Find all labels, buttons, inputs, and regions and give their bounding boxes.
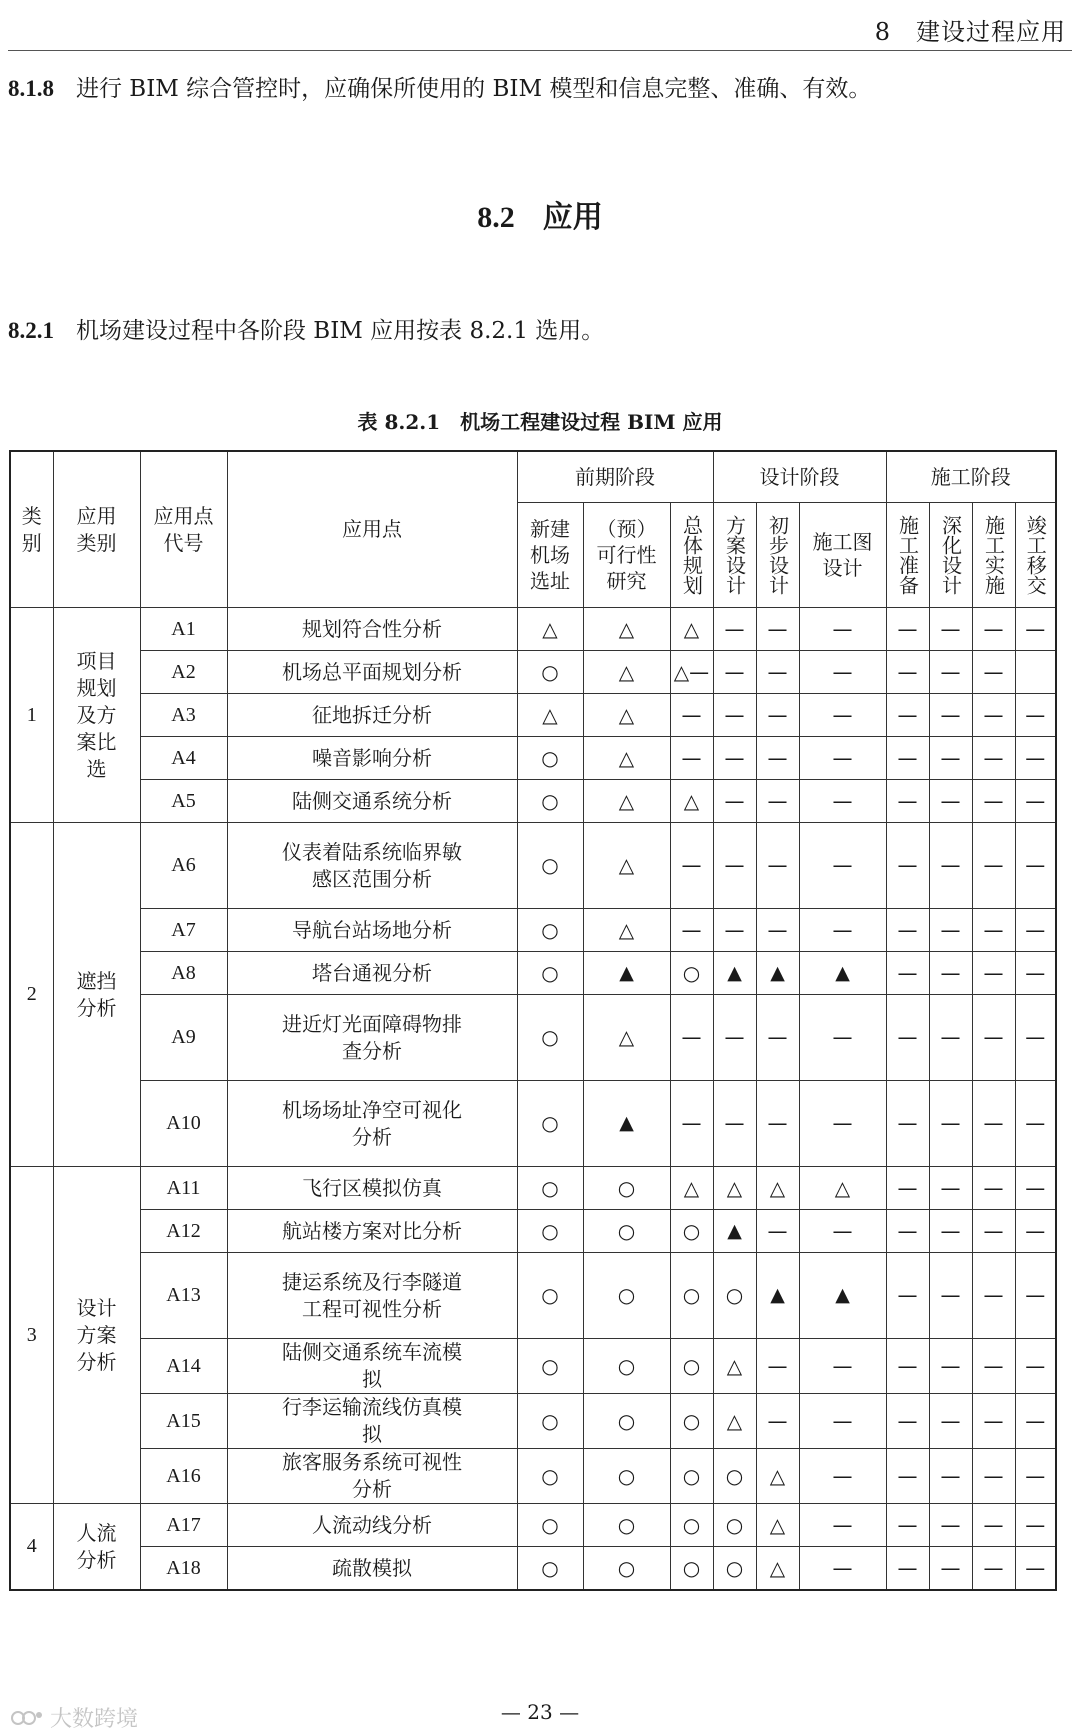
stage-mark: — <box>929 1081 972 1167</box>
clause-8-1-8 <box>8 70 871 103</box>
stage-mark: △ <box>583 780 670 823</box>
stage-mark: — <box>972 995 1015 1081</box>
bim-application-table <box>9 450 1057 1591</box>
stage-mark: — <box>886 1547 929 1591</box>
stage-mark: — <box>1015 1253 1056 1339</box>
stage-mark: — <box>799 1394 886 1449</box>
stage-mark: — <box>1015 1210 1056 1253</box>
application-point: 导航台站场地分析 <box>227 909 517 952</box>
stage-mark: — <box>886 651 929 694</box>
table-caption: 表 8.2.1 机场工程建设过程 BIM 应用 <box>357 410 723 434</box>
application-point: 仪表着陆系统临界敏感区范围分析 <box>227 823 517 909</box>
stage-mark: — <box>929 608 972 651</box>
application-code: A2 <box>140 651 227 694</box>
stage-mark: — <box>756 608 799 651</box>
clause-text: 机场建设过程中各阶段 BIM 应用按表 8.2.1 选用。 <box>76 318 605 344</box>
stage-mark: — <box>799 651 886 694</box>
stage-mark: — <box>1015 737 1056 780</box>
stage-mark: — <box>756 823 799 909</box>
stage-mark: — <box>929 780 972 823</box>
application-code: A17 <box>140 1504 227 1547</box>
application-point: 航站楼方案对比分析 <box>227 1210 517 1253</box>
category-number: 1 <box>10 608 53 823</box>
application-code: A18 <box>140 1547 227 1591</box>
stage-mark: ○ <box>517 909 583 952</box>
stage-mark: ▲ <box>713 1210 756 1253</box>
stage-mark: — <box>886 1449 929 1504</box>
running-header: 8 建设过程应用 <box>874 18 1066 46</box>
application-point: 征地拆迁分析 <box>227 694 517 737</box>
stage-mark: — <box>972 1081 1015 1167</box>
table-row <box>10 737 1056 780</box>
stage-mark: ○ <box>517 823 583 909</box>
stage-mark: ○ <box>583 1339 670 1394</box>
application-point: 陆侧交通系统分析 <box>227 780 517 823</box>
stage-mark: — <box>886 909 929 952</box>
stage-mark: — <box>713 1081 756 1167</box>
stage-mark: — <box>799 1504 886 1547</box>
header-feasibility: （预）可行性研究 <box>583 503 670 608</box>
stage-mark: — <box>886 1253 929 1339</box>
application-type: 项目规划及方案比选 <box>53 608 140 823</box>
stage-mark: — <box>1015 1339 1056 1394</box>
stage-mark: ▲ <box>583 952 670 995</box>
stage-mark: ○ <box>583 1253 670 1339</box>
stage-mark: — <box>799 780 886 823</box>
application-code: A13 <box>140 1253 227 1339</box>
stage-mark: — <box>886 1504 929 1547</box>
stage-mark: ○ <box>670 952 713 995</box>
stage-mark: — <box>886 995 929 1081</box>
stage-mark: — <box>1015 1449 1056 1504</box>
header-handover: 竣工移交 <box>1015 503 1056 608</box>
stage-mark: △ <box>799 1167 886 1210</box>
stage-mark: ○ <box>670 1253 713 1339</box>
header-app-type: 应用类别 <box>53 451 140 608</box>
table-row <box>10 1547 1056 1591</box>
stage-mark: — <box>972 780 1015 823</box>
stage-mark: — <box>929 823 972 909</box>
stage-mark: — <box>756 1339 799 1394</box>
table-row <box>10 694 1056 737</box>
application-code: A1 <box>140 608 227 651</box>
stage-mark: ▲ <box>713 952 756 995</box>
stage-mark: ▲ <box>799 952 886 995</box>
stage-mark: △ <box>756 1504 799 1547</box>
stage-mark: ○ <box>713 1449 756 1504</box>
stage-mark: — <box>886 1210 929 1253</box>
stage-mark: — <box>756 737 799 780</box>
stage-mark: — <box>972 1504 1015 1547</box>
stage-mark: — <box>929 1210 972 1253</box>
application-code: A8 <box>140 952 227 995</box>
stage-mark: ○ <box>517 651 583 694</box>
table-row <box>10 1081 1056 1167</box>
stage-mark: △ <box>670 780 713 823</box>
clause-number: 8.1.8 <box>8 76 54 101</box>
stage-mark: — <box>886 780 929 823</box>
application-code: A12 <box>140 1210 227 1253</box>
stage-mark: △ <box>713 1167 756 1210</box>
stage-mark: — <box>972 1394 1015 1449</box>
stage-mark: — <box>929 1449 972 1504</box>
section-title <box>0 192 1080 236</box>
stage-mark: — <box>799 909 886 952</box>
table-row <box>10 651 1056 694</box>
stage-mark: ○ <box>517 952 583 995</box>
stage-mark: — <box>929 1339 972 1394</box>
application-code: A6 <box>140 823 227 909</box>
section-number: 8.2 <box>477 201 515 234</box>
stage-mark: — <box>972 1210 1015 1253</box>
application-code: A3 <box>140 694 227 737</box>
stage-mark: ○ <box>670 1394 713 1449</box>
stage-mark: △— <box>670 651 713 694</box>
application-point: 飞行区模拟仿真 <box>227 1167 517 1210</box>
application-code: A10 <box>140 1081 227 1167</box>
header-master-plan: 总体规划 <box>670 503 713 608</box>
stage-mark: — <box>713 823 756 909</box>
stage-mark: — <box>799 1081 886 1167</box>
table-row <box>10 952 1056 995</box>
application-point: 塔台通视分析 <box>227 952 517 995</box>
stage-mark: ○ <box>670 1449 713 1504</box>
stage-mark: — <box>713 909 756 952</box>
application-code: A7 <box>140 909 227 952</box>
stage-mark: ○ <box>583 1394 670 1449</box>
stage-mark: — <box>929 909 972 952</box>
stage-mark: — <box>670 823 713 909</box>
stage-mark: — <box>1015 952 1056 995</box>
application-point: 旅客服务系统可视性分析 <box>227 1449 517 1504</box>
stage-mark: — <box>799 995 886 1081</box>
header-stage-design: 设计阶段 <box>713 451 886 503</box>
stage-mark: ○ <box>670 1339 713 1394</box>
stage-mark: — <box>886 608 929 651</box>
stage-mark: ○ <box>517 1449 583 1504</box>
stage-mark: — <box>756 1210 799 1253</box>
stage-mark: — <box>972 651 1015 694</box>
stage-mark: ○ <box>713 1253 756 1339</box>
application-point: 机场总平面规划分析 <box>227 651 517 694</box>
stage-mark: △ <box>583 651 670 694</box>
stage-mark: — <box>886 1081 929 1167</box>
application-code: A5 <box>140 780 227 823</box>
stage-mark: — <box>1015 1547 1056 1591</box>
application-type: 设计方案分析 <box>53 1167 140 1504</box>
stage-mark: — <box>670 737 713 780</box>
application-point: 噪音影响分析 <box>227 737 517 780</box>
application-point: 陆侧交通系统车流模拟 <box>227 1339 517 1394</box>
stage-mark: △ <box>517 694 583 737</box>
stage-mark: ○ <box>583 1504 670 1547</box>
stage-mark: ○ <box>583 1210 670 1253</box>
table-row <box>10 1504 1056 1547</box>
stage-mark: ○ <box>517 780 583 823</box>
table-row <box>10 1253 1056 1339</box>
stage-mark: △ <box>583 909 670 952</box>
stage-mark: ○ <box>517 1339 583 1394</box>
stage-mark: — <box>713 737 756 780</box>
table-row <box>10 1394 1056 1449</box>
clause-number: 8.2.1 <box>8 318 54 343</box>
stage-mark: △ <box>756 1547 799 1591</box>
stage-mark: — <box>756 651 799 694</box>
table-row <box>10 1210 1056 1253</box>
stage-mark: △ <box>670 1167 713 1210</box>
header-construction-prep: 施工准备 <box>886 503 929 608</box>
stage-mark: — <box>929 1394 972 1449</box>
stage-mark: — <box>756 1394 799 1449</box>
category-number: 3 <box>10 1167 53 1504</box>
stage-mark: ○ <box>713 1504 756 1547</box>
table-row <box>10 780 1056 823</box>
application-point: 进近灯光面障碍物排查分析 <box>227 995 517 1081</box>
table-row <box>10 608 1056 651</box>
stage-mark: — <box>713 995 756 1081</box>
stage-mark: — <box>670 1081 713 1167</box>
stage-mark: — <box>756 780 799 823</box>
stage-mark: — <box>929 952 972 995</box>
stage-mark: — <box>799 823 886 909</box>
table-row <box>10 1449 1056 1504</box>
stage-mark: — <box>929 737 972 780</box>
application-type: 人流分析 <box>53 1504 140 1591</box>
stage-mark: — <box>886 1167 929 1210</box>
application-point: 行李运输流线仿真模拟 <box>227 1394 517 1449</box>
stage-mark: △ <box>517 608 583 651</box>
application-code: A16 <box>140 1449 227 1504</box>
stage-mark: △ <box>583 995 670 1081</box>
header-detailed-design: 深化设计 <box>929 503 972 608</box>
stage-mark: — <box>756 995 799 1081</box>
watermark <box>10 1702 138 1733</box>
stage-mark: ▲ <box>756 952 799 995</box>
stage-mark: — <box>972 1339 1015 1394</box>
stage-mark: — <box>670 694 713 737</box>
stage-mark: △ <box>583 694 670 737</box>
stage-mark: — <box>972 823 1015 909</box>
stage-mark: — <box>799 1339 886 1394</box>
table-row <box>10 823 1056 909</box>
stage-mark: — <box>713 651 756 694</box>
stage-mark: — <box>1015 823 1056 909</box>
application-code: A15 <box>140 1394 227 1449</box>
stage-mark: — <box>886 1394 929 1449</box>
stage-mark: — <box>972 1547 1015 1591</box>
page-number: — 23 — <box>500 1700 580 1724</box>
table-body <box>10 608 1056 1591</box>
stage-mark: ○ <box>670 1547 713 1591</box>
stage-mark: — <box>886 823 929 909</box>
stage-mark: ○ <box>583 1449 670 1504</box>
stage-mark: — <box>1015 909 1056 952</box>
stage-mark: — <box>1015 1167 1056 1210</box>
table-row <box>10 1339 1056 1394</box>
stage-mark: — <box>1015 1504 1056 1547</box>
header-construction-impl: 施工实施 <box>972 503 1015 608</box>
header-category: 类别 <box>10 451 53 608</box>
stage-mark: — <box>929 1167 972 1210</box>
stage-mark: — <box>1015 995 1056 1081</box>
stage-mark: — <box>972 1449 1015 1504</box>
stage-mark: — <box>1015 608 1056 651</box>
stage-mark: — <box>1015 1394 1056 1449</box>
stage-mark: — <box>929 651 972 694</box>
stage-mark: — <box>972 608 1015 651</box>
application-point: 人流动线分析 <box>227 1504 517 1547</box>
stage-mark: ▲ <box>583 1081 670 1167</box>
stage-mark: — <box>713 694 756 737</box>
stage-mark: — <box>886 952 929 995</box>
header-preliminary-design: 初步设计 <box>756 503 799 608</box>
clause-8-2-1 <box>8 312 604 345</box>
stage-mark: ○ <box>670 1504 713 1547</box>
header-stage-preliminary: 前期阶段 <box>517 451 713 503</box>
stage-mark: — <box>756 1081 799 1167</box>
application-point: 规划符合性分析 <box>227 608 517 651</box>
application-code: A11 <box>140 1167 227 1210</box>
stage-mark: — <box>972 737 1015 780</box>
stage-mark: — <box>713 608 756 651</box>
stage-mark: △ <box>756 1449 799 1504</box>
stage-mark: ○ <box>517 1253 583 1339</box>
stage-mark: ○ <box>713 1547 756 1591</box>
stage-mark: — <box>799 1210 886 1253</box>
stage-mark <box>1015 651 1056 694</box>
stage-mark: ○ <box>517 1081 583 1167</box>
table-row <box>10 1167 1056 1210</box>
category-number: 2 <box>10 823 53 1167</box>
stage-mark: — <box>972 952 1015 995</box>
stage-mark: — <box>886 737 929 780</box>
stage-mark: — <box>670 909 713 952</box>
header-point: 应用点 <box>227 451 517 608</box>
stage-mark: — <box>929 1253 972 1339</box>
stage-mark: ○ <box>517 1504 583 1547</box>
stage-mark: ○ <box>583 1547 670 1591</box>
application-point: 捷运系统及行李隧道工程可视性分析 <box>227 1253 517 1339</box>
application-point: 疏散模拟 <box>227 1547 517 1591</box>
stage-mark: ○ <box>517 737 583 780</box>
stage-mark: △ <box>670 608 713 651</box>
stage-mark: ○ <box>517 995 583 1081</box>
stage-mark: — <box>799 1449 886 1504</box>
application-code: A14 <box>140 1339 227 1394</box>
table-row <box>10 995 1056 1081</box>
stage-mark: — <box>799 737 886 780</box>
header-rule <box>8 50 1072 51</box>
stage-mark: — <box>972 909 1015 952</box>
stage-mark: — <box>972 1167 1015 1210</box>
stage-mark: ○ <box>517 1394 583 1449</box>
header-code: 应用点代号 <box>140 451 227 608</box>
application-code: A4 <box>140 737 227 780</box>
header-drawing-design: 施工图设计 <box>799 503 886 608</box>
stage-mark: △ <box>583 608 670 651</box>
stage-mark: ○ <box>583 1167 670 1210</box>
stage-mark: △ <box>756 1167 799 1210</box>
header-site-selection: 新建机场选址 <box>517 503 583 608</box>
stage-mark: — <box>799 694 886 737</box>
stage-mark: △ <box>583 737 670 780</box>
stage-mark: — <box>670 995 713 1081</box>
stage-mark: ○ <box>670 1210 713 1253</box>
stage-mark: — <box>886 694 929 737</box>
stage-mark: △ <box>713 1394 756 1449</box>
header-scheme-design: 方案设计 <box>713 503 756 608</box>
application-type: 遮挡分析 <box>53 823 140 1167</box>
stage-mark: △ <box>713 1339 756 1394</box>
header-stage-construction: 施工阶段 <box>886 451 1056 503</box>
stage-mark: ▲ <box>799 1253 886 1339</box>
stage-mark: ○ <box>517 1547 583 1591</box>
stage-mark: — <box>929 1547 972 1591</box>
category-number: 4 <box>10 1504 53 1591</box>
table-row <box>10 909 1056 952</box>
stage-mark: — <box>1015 1081 1056 1167</box>
stage-mark: — <box>713 780 756 823</box>
stage-mark: — <box>1015 780 1056 823</box>
stage-mark: — <box>929 694 972 737</box>
stage-mark: — <box>756 694 799 737</box>
stage-mark: — <box>799 608 886 651</box>
application-point: 机场场址净空可视化分析 <box>227 1081 517 1167</box>
stage-mark: — <box>1015 694 1056 737</box>
brand-logo-icon <box>10 1707 44 1729</box>
watermark-text: 大数跨境 <box>50 1707 139 1732</box>
section-name: 应用 <box>542 200 603 235</box>
application-code: A9 <box>140 995 227 1081</box>
clause-text: 进行 BIM 综合管控时，应确保所使用的 BIM 模型和信息完整、准确、有效。 <box>76 76 872 102</box>
stage-mark: ○ <box>517 1210 583 1253</box>
stage-mark: — <box>799 1547 886 1591</box>
stage-mark: — <box>972 1253 1015 1339</box>
stage-mark: — <box>886 1339 929 1394</box>
stage-mark: ○ <box>517 1167 583 1210</box>
stage-mark: — <box>929 1504 972 1547</box>
stage-mark: — <box>756 909 799 952</box>
stage-mark: — <box>972 694 1015 737</box>
stage-mark: ▲ <box>756 1253 799 1339</box>
stage-mark: — <box>929 995 972 1081</box>
stage-mark: △ <box>583 823 670 909</box>
